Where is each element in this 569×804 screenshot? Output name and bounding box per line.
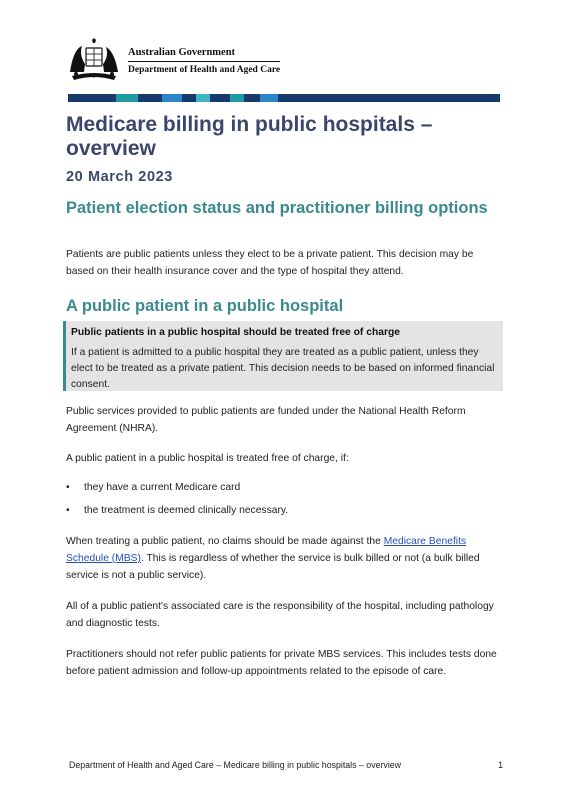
- paragraph-mbs: [66, 533, 498, 584]
- mbs-link[interactable]: Medicare Benefits Schedule (MBS): [66, 536, 467, 564]
- paragraph-election-intro: [66, 246, 498, 280]
- paragraph-nhra: [66, 403, 498, 437]
- list-item-text: they have a current Medicare card: [84, 482, 241, 493]
- band-segment: [244, 94, 260, 102]
- gov-name: Australian Government: [128, 47, 280, 62]
- department-name: Department of Health and Aged Care: [128, 65, 281, 75]
- page-title: Medicare billing in public hospitals – overview: [66, 113, 433, 160]
- band-segment: [210, 94, 230, 102]
- government-wordmark: [128, 47, 280, 75]
- list-item: [66, 479, 486, 496]
- paragraph-text: [66, 533, 498, 584]
- callout-title: Public patients in a public hospital should be treated free of charge: [71, 327, 400, 338]
- section-heading-public-patient: A public patient in a public hospital: [66, 297, 344, 315]
- band-segment: [260, 94, 278, 102]
- paragraph-text: Public services provided to public patients are funded under the National Health Reform Agreement (NHRA).: [66, 406, 466, 434]
- paragraph-referrals: [66, 646, 498, 680]
- page-footer: [69, 760, 503, 770]
- color-band: [68, 94, 500, 102]
- text-run: . This is regardless of whether the service is bulk billed or not (a bulk billed service is not a public service).: [66, 553, 480, 581]
- paragraph-text: All of a public patient's associated care is the responsibility of the hospital, including pathology and diagnostic tests.: [66, 601, 494, 629]
- bullet-icon: •: [66, 482, 70, 493]
- callout-box: [63, 321, 503, 391]
- footer-text: Department of Health and Aged Care – Medicare billing in public hospitals – overview: [69, 760, 402, 770]
- band-segment: [96, 94, 116, 102]
- list-item-text: the treatment is deemed clinically necessary.: [84, 505, 289, 516]
- bullet-icon: •: [66, 505, 70, 516]
- text-run: When treating a public patient, no claims should be made against the: [66, 536, 384, 547]
- section-heading-election-status: Patient election status and practitioner billing options: [66, 199, 488, 217]
- band-segment: [300, 94, 500, 102]
- band-segment: [138, 94, 162, 102]
- band-segment: [68, 94, 96, 102]
- conditions-list: [66, 479, 486, 525]
- coat-of-arms-icon: [66, 38, 122, 82]
- paragraph-text: Practitioners should not refer public patients for private MBS services. This includes tests done before patient admission and follow-up appointments related to the episode of care.: [66, 649, 497, 677]
- list-item: [66, 502, 486, 519]
- band-segment: [230, 94, 244, 102]
- callout-text: If a patient is admitted to a public hospital they are treated as a public patient, unless they elect to be treated as a private patient. This decision needs to be based on informed financial consent.: [71, 347, 495, 390]
- band-segment: [182, 94, 196, 102]
- band-segment: [162, 94, 182, 102]
- band-segment: [278, 94, 300, 102]
- paragraph-free-of-charge: [66, 450, 498, 467]
- paragraph-text: Patients are public patients unless they elect to be a private patient. This decision may be based on their health insurance cover and the type of hospital they attend.: [66, 249, 474, 277]
- band-segment: [196, 94, 210, 102]
- publication-date: 20 March 2023: [66, 169, 173, 185]
- band-segment: [116, 94, 138, 102]
- paragraph-text: A public patient in a public hospital is treated free of charge, if:: [66, 453, 349, 464]
- page-number: 1: [498, 760, 503, 770]
- paragraph-associated-care: [66, 598, 498, 632]
